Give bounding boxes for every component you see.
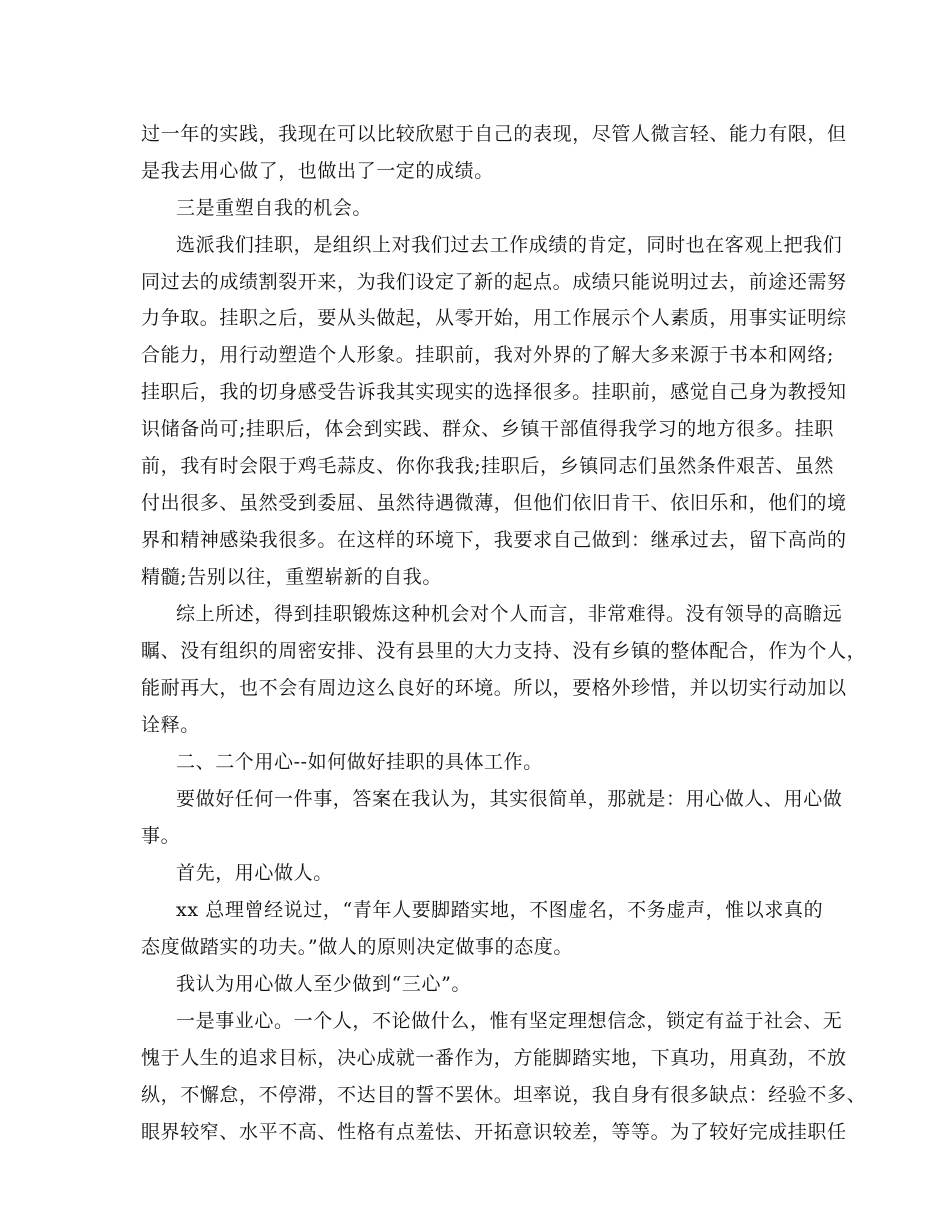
text-line: 一是事业心。一个人，不论做什么，惟有坚定理想信念，锁定有益于社会、无	[176, 1010, 843, 1032]
text-line: 综上所述，得到挂职锻炼这种机会对个人而言，非常难得。没有领导的高瞻远	[176, 603, 843, 625]
text-line: 要做好任何一件事，答案在我认为，其实很简单，那就是：用心做人、用心做	[176, 788, 843, 810]
text-line: 是我去用心做了，也做出了一定的成绩。	[141, 160, 494, 182]
text-line: 精髓;告别以往，重塑崭新的自我。	[141, 566, 443, 588]
text-line: 前，我有时会限于鸡毛蒜皮、你你我我;挂职后，乡镇同志们虽然条件艰苦、虽然	[141, 455, 835, 477]
text-line: 过一年的实践，我现在可以比较欣慰于自己的表现，尽管人微言轻、能力有限，但	[141, 123, 847, 145]
text-line: 选派我们挂职，是组织上对我们过去工作成绩的肯定，同时也在客观上把我们	[176, 234, 843, 256]
section-heading: 二、二个用心--如何做好挂职的具体工作。	[176, 751, 543, 773]
text-line: 界和精神感染我很多。在这样的环境下，我要求自己做到：继承过去，留下高尚的	[141, 529, 847, 551]
text-line: 事。	[141, 825, 181, 847]
text-line: 眼界较窄、水平不高、性格有点羞怯、开拓意识较差，等等。为了较好完成挂职任	[141, 1121, 847, 1143]
text-line: 愧于人生的追求目标，决心成就一番作为，方能脚踏实地，下真功，用真劲，不放	[141, 1047, 847, 1069]
text-line: 力争取。挂职之后，要从头做起，从零开始，用工作展示个人素质，用事实证明综	[141, 307, 847, 329]
text-line: 合能力，用行动塑造个人形象。挂职前，我对外界的了解大多来源于书本和网络;	[141, 344, 835, 366]
text-line: 态度做踏实的功夫。”做人的原则决定做事的态度。	[141, 936, 574, 958]
text-line: 纵，不懈怠，不停滞，不达目的誓不罢休。坦率说，我自身有很多缺点：经验不多、	[141, 1084, 867, 1106]
text-line: 我认为用心做人至少做到“三心”。	[176, 973, 472, 995]
text-line: 能耐再大，也不会有周边这么良好的环境。所以，要格外珍惜，并以切实行动加以	[141, 677, 847, 699]
text-line: 挂职后，我的切身感受告诉我其实现实的选择很多。挂职前，感觉自己身为教授知	[141, 381, 847, 403]
text-line: 瞩、没有组织的周密安排、没有县里的大力支持、没有乡镇的整体配合，作为个人，	[141, 640, 867, 662]
text-line: 同过去的成绩割裂开来，为我们设定了新的起点。成绩只能说明过去，前途还需努	[141, 271, 847, 293]
text-line: 付出很多、虽然受到委屈、虽然待遇微薄，但他们依旧肯干、依旧乐和，他们的境	[141, 492, 847, 514]
text-line: 识储备尚可;挂职后，体会到实践、群众、乡镇干部值得我学习的地方很多。挂职	[141, 418, 835, 440]
text-line: 诠释。	[141, 714, 200, 736]
text-line: xx 总理曾经说过，“青年人要脚踏实地，不图虚名，不务虚声，惟以求真的	[176, 899, 824, 921]
section-heading: 首先，用心做人。	[176, 862, 333, 884]
section-heading: 三是重塑自我的机会。	[176, 197, 373, 219]
